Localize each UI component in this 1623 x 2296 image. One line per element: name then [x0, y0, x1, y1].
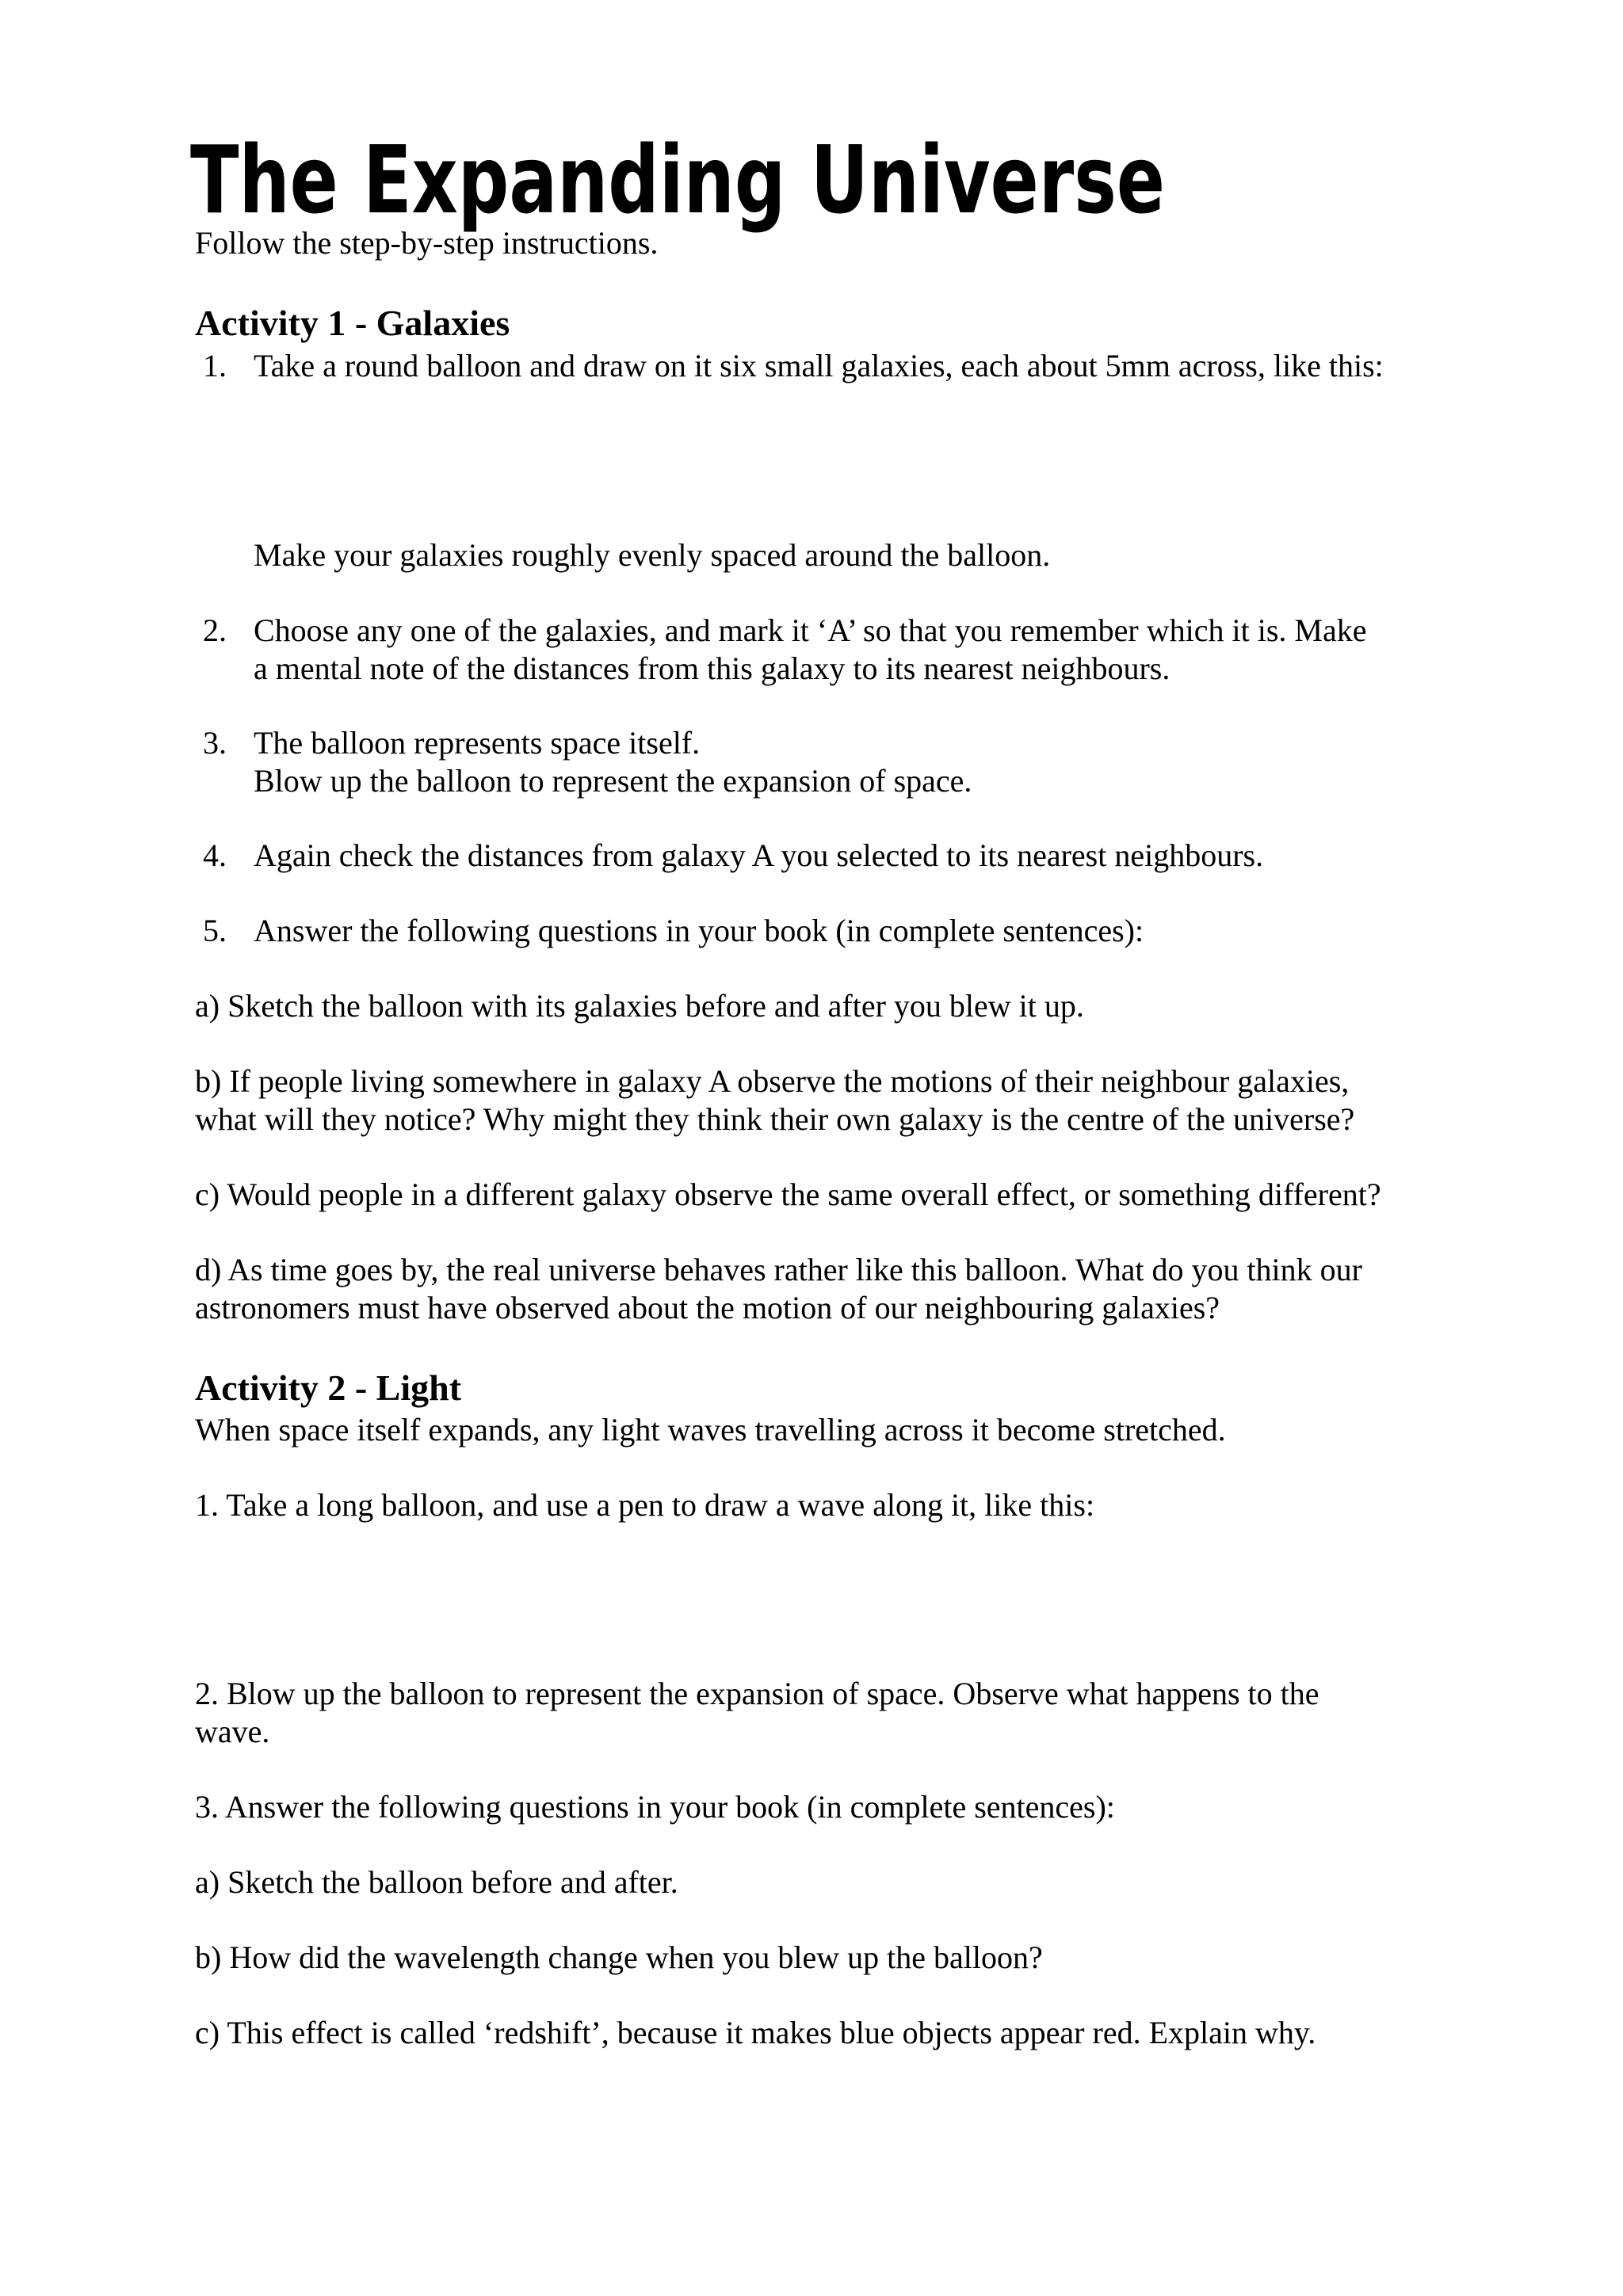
activity1-heading: Activity 1 - Galaxies	[195, 303, 510, 343]
step-number: 3.	[203, 725, 227, 761]
question-text: astronomers must have observed about the motion of our neighbouring galaxies?	[195, 1290, 1220, 1325]
question-text: b) How did the wavelength change when you blew up the balloon?	[195, 1939, 1043, 1975]
question-text: a) Sketch the balloon before and after.	[195, 1864, 678, 1900]
question-text: what will they notice? Why might they think their own galaxy is the centre of the universe?	[195, 1101, 1355, 1137]
question-text: b) If people living somewhere in galaxy A observe the motions of their neighbour galaxies,	[195, 1063, 1350, 1099]
step-text: 3. Answer the following questions in your book (in complete sentences):	[195, 1789, 1115, 1825]
intro-text: Follow the step-by-step instructions.	[195, 225, 659, 261]
step-text: 2. Blow up the balloon to represent the expansion of space. Observe what happens to the	[195, 1676, 1319, 1711]
question-text: a) Sketch the balloon with its galaxies before and after you blew it up.	[195, 988, 1084, 1024]
step-text: wave.	[195, 1714, 270, 1749]
question-text: c) This effect is called ‘redshift’, because it makes blue objects appear red. Explain why.	[195, 2015, 1316, 2050]
step-number: 1.	[203, 348, 227, 383]
step-text: 1. Take a long balloon, and use a pen to draw a wave along it, like this:	[195, 1487, 1095, 1523]
step-text: Blow up the balloon to represent the expansion of space.	[254, 763, 972, 799]
activity2-intro: When space itself expands, any light waves travelling across it become stretched.	[195, 1412, 1226, 1447]
step-text: Take a round balloon and draw on it six small galaxies, each about 5mm across, like this:	[254, 348, 1384, 383]
step-number: 5.	[203, 913, 227, 948]
title-text: The Expanding Universe	[190, 125, 1165, 235]
question-text: c) Would people in a different galaxy observe the same overall effect, or something different?	[195, 1177, 1381, 1212]
step-text: Answer the following questions in your book (in complete sentences):	[254, 913, 1144, 948]
step-text: a mental note of the distances from this galaxy to its nearest neighbours.	[254, 650, 1170, 686]
step-number: 2.	[203, 612, 227, 648]
question-text: d) As time goes by, the real universe behaves rather like this balloon. What do you think our	[195, 1252, 1362, 1287]
activity2-heading: Activity 2 - Light	[195, 1367, 462, 1408]
step-text: Choose any one of the galaxies, and mark it ‘A’ so that you remember which it is. Make	[254, 612, 1367, 648]
step-text: The balloon represents space itself.	[254, 725, 701, 761]
step-number: 4.	[203, 837, 227, 873]
step-text: Make your galaxies roughly evenly spaced around the balloon.	[254, 537, 1051, 573]
step-text: Again check the distances from galaxy A you selected to its nearest neighbours.	[254, 837, 1264, 873]
